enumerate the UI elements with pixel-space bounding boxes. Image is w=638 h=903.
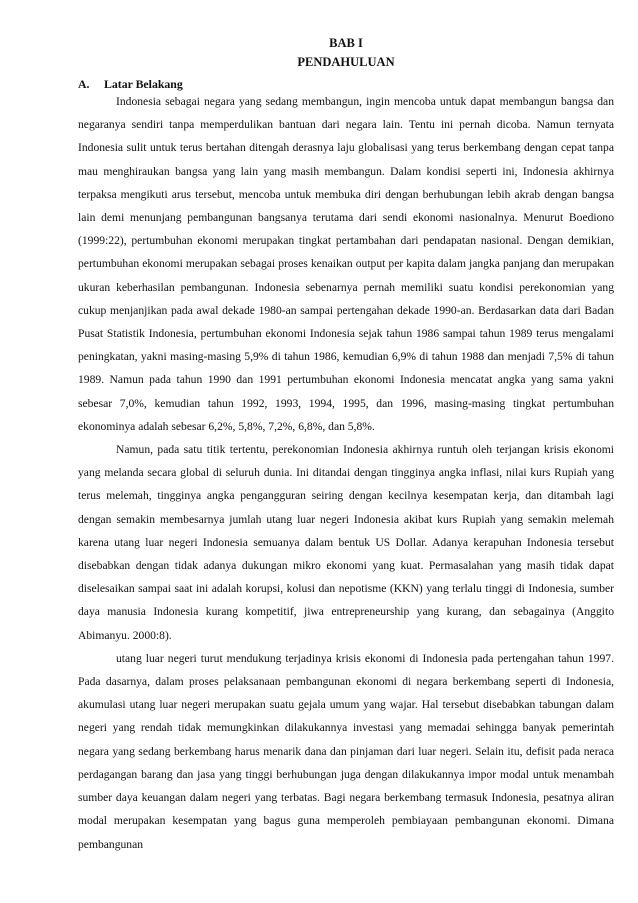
- paragraph-1: Indonesia sebagai negara yang sedang membangun, ingin mencoba untuk dapat membangun bangsa dan negaranya sendiri tanpa memperdulikan bantuan dari negara lain. Tentu ini pernah dicoba. Namun ternyata Indonesia sulit untuk terus bertahan ditengah derasnya laju globalisasi yang terus berkembang dengan cepat tanpa mau menghiraukan bangsa yang lain yang masih membangun. Dalam kondisi seperti ini, Indonesia akhirnya terpaksa mengikuti arus tersebut, mencoba untuk membuka diri dengan berhubungan lebih akrab dengan bangsa lain demi menunjang pembangunan bangsanya terutama dari sendi ekonomi nasionalnya. Menurut Boediono (1999:22), pertumbuhan ekonomi merupakan tingkat pertambahan dari pendapatan nasional. Dengan demikian, pertumbuhan ekonomi merupakan sebagai proses kenaikan output per kapita dalam jangka panjang dan merupakan ukuran keberhasilan pembangunan. Indonesia sebenarnya pernah memiliki suatu kondisi perekonomian yang cukup menjanjikan pada awal dekade 1980-an sampai pertengahan dekade 1990-an. Berdasarkan data dari Badan Pusat Statistik Indonesia, pertumbuhan ekonomi Indonesia sejak tahun 1986 sampai tahun 1989 terus mengalami peningkatan, yakni masing-masing 5,9% di tahun 1986, kemudian 6,9% di tahun 1988 dan menjadi 7,5% di tahun 1989. Namun pada tahun 1990 dan 1991 pertumbuhan ekonomi Indonesia mencatat angka yang sama yakni sebesar 7,0%, kemudian tahun 1992, 1993, 1994, 1995, dan 1996, masing-masing tingkat pertumbuhan ekonominya adalah sebesar 6,2%, 5,8%, 7,2%, 6,8%, dan 5,8%.: [78, 95, 614, 433]
- paragraph-2: Namun, pada satu titik tertentu, perekonomian Indonesia akhirnya runtuh oleh terjangan krisis ekonomi yang melanda secara global di seluruh dunia. Ini ditandai dengan tingginya angka inflasi, nilai kurs Rupiah yang terus melemah, tingginya angka pengangguran seiring dengan kecilnya kesempatan kerja, dan ditambah lagi dengan semakin membesarnya jumlah utang luar negeri Indonesia akibat kurs Rupiah yang semakin melemah karena utang luar negeri Indonesia semuanya dalam bentuk US Dollar. Adanya kerapuhan Indonesia tersebut disebabkan dengan tidak adanya dukungan mikro ekonomi yang kuat. Permasalahan yang masih tidak dapat diselesaikan sampai saat ini adalah korupsi, kolusi dan nepotisme (KKN) yang terlalu tinggi di Indonesia, sumber daya manusia Indonesia kurang kompetitif, jiwa entrepreneurship yang kurang, dan sebagainya (Anggito Abimanyu. 2000:8).: [78, 443, 614, 642]
- section-number: A.: [78, 77, 90, 91]
- chapter-label: BAB I: [329, 36, 363, 50]
- paragraph-3: utang luar negeri turut mendukung terjadinya krisis ekonomi di Indonesia pada pertengahan tahun 1997. Pada dasarnya, dalam proses pelaksanaan pembangunan ekonomi di negara berkembang seperti di Indonesia, akumulasi utang luar negeri merupakan suatu gejala umum yang wajar. Hal tersebut disebabkan tabungan dalam negeri yang rendah tidak memungkinkan dilakukannya investasi yang memadai sehingga banyak pemerintah negara yang sedang berkembang harus menarik dana dan pinjaman dari luar negeri. Selain itu, defisit pada neraca perdagangan barang dan jasa yang tinggi berhubungan juga dengan dilakukannya impor modal untuk menambah sumber daya keuangan dalam negeri yang terbatas. Bagi negara berkembang termasuk Indonesia, pesatnya aliran modal merupakan kesempatan yang bagus guna memperoleh pembiayaan pembangunan ekonomi. Dimana pembangunan: [78, 651, 614, 851]
- section-title: Latar Belakang: [104, 77, 183, 91]
- chapter-title: PENDAHULUAN: [297, 55, 395, 69]
- document-page: [78, 34, 614, 856]
